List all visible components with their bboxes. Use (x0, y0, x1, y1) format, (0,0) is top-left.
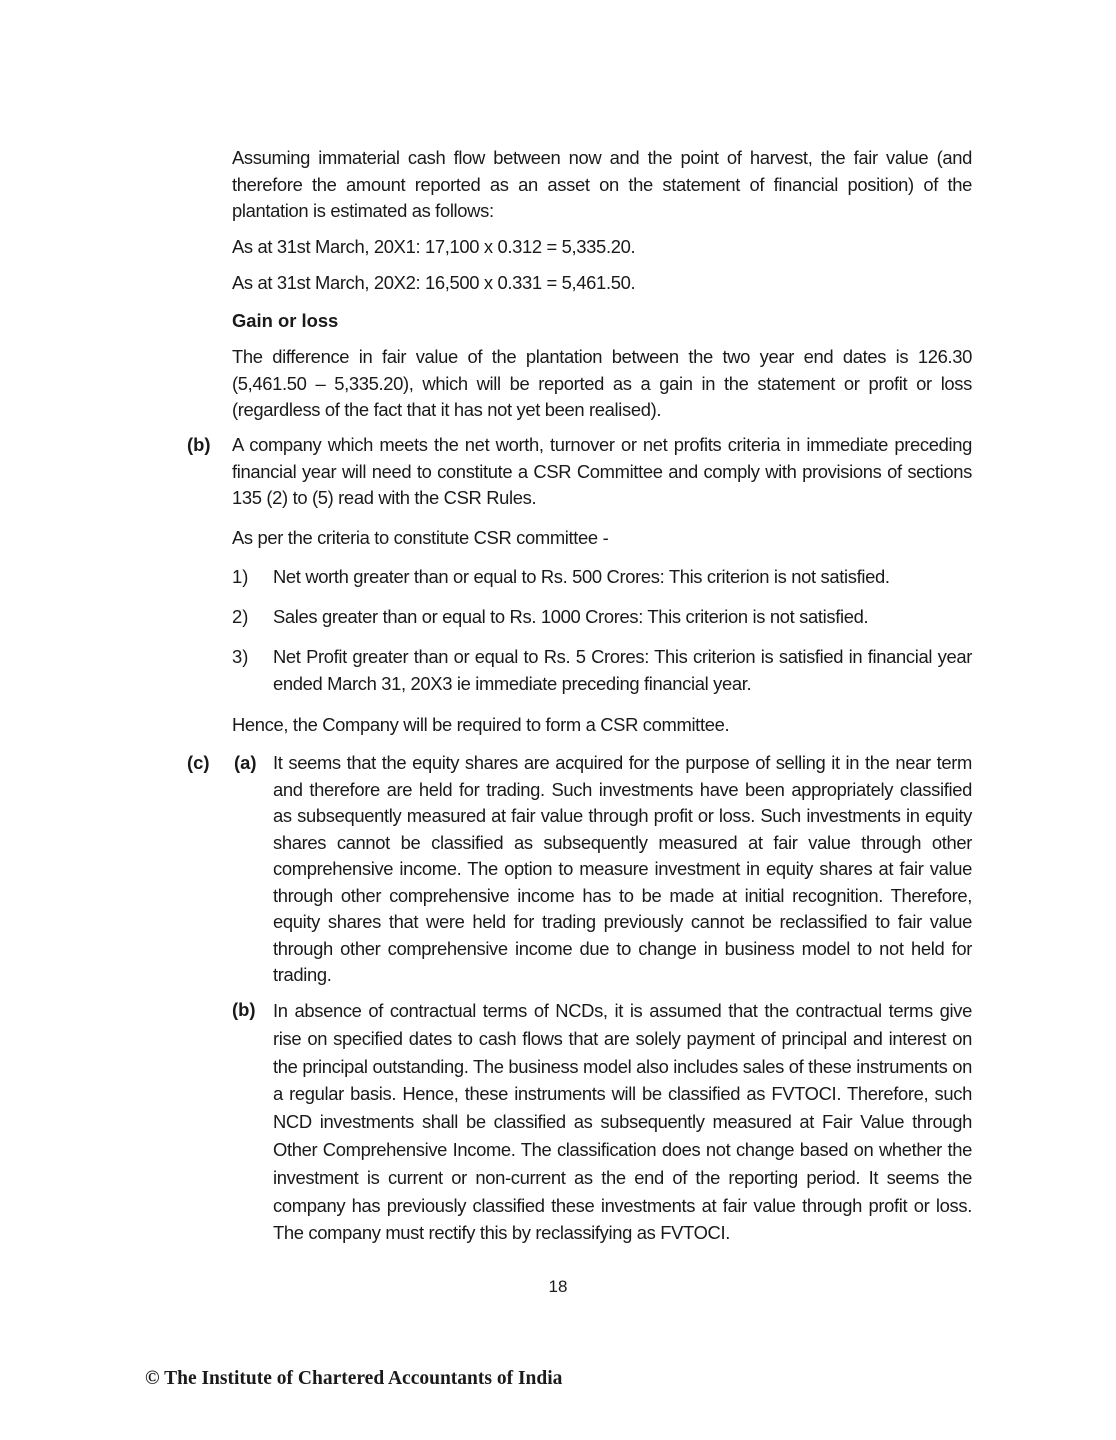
equity-shares-paragraph: It seems that the equity shares are acquired for the purpose of selling it in the near term and therefore are held for trading. Such investments have been appropriately classified as subsequently measured at fair value through profit or loss. Such investments in equity shares cannot be classified as subsequently measured at fair value through other comprehensive income. The option to measure investment in equity shares at fair value through other comprehensive income has to be made at initial recognition. Therefore, equity shares that were held for trading previously cannot be reclassified to fair value through other comprehensive income due to change in business model to not held for trading. (273, 752, 972, 985)
criterion-number: 2) (232, 606, 249, 627)
gain-or-loss-paragraph: The difference in fair value of the plantation between the two year end dates is 126.30 (5,461.50 – 5,335.20), which will be reported as a gain in the statement or profit or loss (regardless of the fact that it has not yet been realised). (232, 346, 972, 420)
csr-criteria-intro: As per the criteria to constitute CSR committee - (232, 527, 609, 548)
criterion-sales: Sales greater than or equal to Rs. 1000 Crores: This criterion is not satisfied. (273, 606, 869, 627)
part-c-sub-a-marker: (a) (234, 752, 257, 773)
csr-conclusion: Hence, the Company will be required to form a CSR committee. (232, 714, 730, 735)
part-b-marker: (b) (187, 434, 211, 455)
page-number: 18 (548, 1277, 568, 1296)
criterion-number: 3) (232, 646, 249, 667)
fair-value-20x2-line: As at 31st March, 20X2: 16,500 x 0.331 = 5,461.50. (232, 272, 636, 293)
criterion-net-worth: Net worth greater than or equal to Rs. 500 Crores: This criterion is not satisfied. (273, 566, 890, 587)
footer-copyright: © The Institute of Chartered Accountants of India (145, 1368, 563, 1389)
fair-value-intro-paragraph: Assuming immaterial cash flow between now and the point of harvest, the fair value (and therefore the amount reported as an asset on the statement of financial position) of the plantation is estimated as follows: (232, 147, 972, 221)
criterion-net-profit: Net Profit greater than or equal to Rs. 5 Crores: This criterion is satisfied in financial year ended March 31, 20X3 ie immediate preceding financial year. (273, 646, 972, 694)
fair-value-20x1-line: As at 31st March, 20X1: 17,100 x 0.312 = 5,335.20. (232, 236, 636, 257)
criterion-number: 1) (232, 566, 249, 587)
ncd-investments-paragraph: In absence of contractual terms of NCDs, it is assumed that the contractual terms give rise on specified dates to cash flows that are solely payment of principal and interest on the principal outstanding. The business model also includes sales of these instruments on a regular basis. Hence, these instruments will be classified as FVTOCI. Therefore, such NCD investments shall be classified as subsequently measured at Fair Value through Other Comprehensive Income. The classification does not change based on whether the investment is current or non-current as the end of the reporting period. It seems the company has previously classified these investments at fair value through profit or loss. The company must rectify this by reclassifying as FVTOCI. (273, 1000, 972, 1244)
part-c-marker: (c) (187, 752, 210, 773)
gain-or-loss-heading: Gain or loss (232, 310, 339, 331)
csr-requirement-paragraph: A company which meets the net worth, turnover or net profits criteria in immediate preceding financial year will need to constitute a CSR Committee and comply with provisions of sections 135 (2) to (5) read with the CSR Rules. (232, 434, 972, 508)
part-c-sub-b-marker: (b) (232, 999, 256, 1020)
